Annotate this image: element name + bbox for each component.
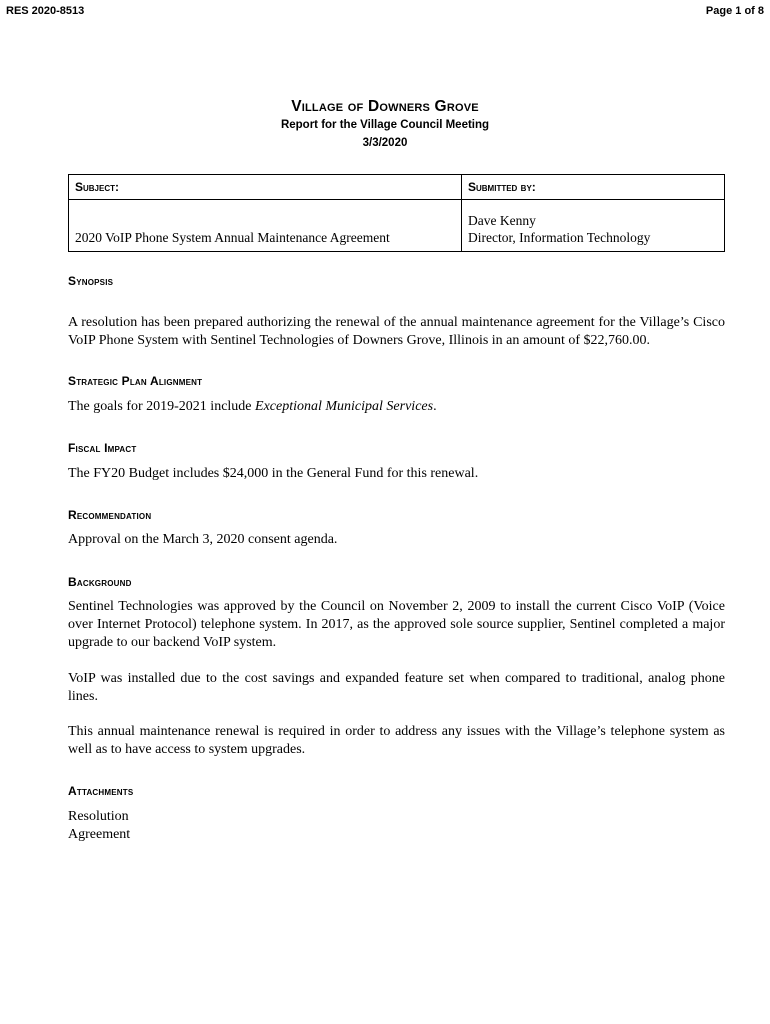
fiscal-heading: Fiscal Impact (68, 441, 137, 455)
attachment-agreement: Agreement (68, 827, 131, 842)
recommendation-text: Approval on the March 3, 2020 consent agenda. (68, 532, 338, 547)
document-subtitle: Report for the Village Council Meeting (280, 119, 490, 131)
strategic-text-prefix: The goals for 2019-2021 include (68, 399, 256, 414)
subject-table (68, 174, 725, 252)
synopsis-text: A resolution has been prepared authorizing the renewal of the annual maintenance agreement for the Village’s Cisco VoIP Phone System with Sentinel Technologies of Downers Grove, Illinois in an amount of $22,760.00. (68, 315, 725, 348)
document-title: Village of Downers Grove (291, 98, 479, 115)
meeting-date: 3/3/2020 (362, 137, 408, 149)
synopsis-heading: Synopsis (68, 274, 114, 288)
fiscal-text: The FY20 Budget includes $24,000 in the General Fund for this renewal. (68, 466, 479, 481)
strategic-goal: Exceptional Municipal Services (255, 399, 434, 414)
submitter-cell (462, 200, 725, 252)
background-heading: Background (68, 575, 132, 589)
strategic-heading: Strategic Plan Alignment (68, 374, 203, 388)
background-paragraph-2: VoIP was installed due to the cost savings and expanded feature set when compared to traditional, analog phone lines. (68, 671, 725, 704)
attachment-resolution: Resolution (68, 809, 129, 824)
strategic-text (68, 398, 725, 416)
subject-label: Subject: (69, 175, 462, 200)
submitter-title: Director, Information Technology (468, 230, 651, 245)
strategic-text-suffix: . (433, 399, 437, 414)
background-paragraph-1: Sentinel Technologies was approved by the Council on November 2, 2009 to install the current Cisco VoIP (Voice over Internet Protocol) telephone system. In 2017, as the approved sole source supplier, Sentinel completed a major upgrade to our backend VoIP system. (68, 599, 725, 650)
attachments-heading: Attachments (68, 784, 134, 798)
page-indicator: Page 1 of 8 (705, 5, 764, 17)
submitter-name: Dave Kenny (468, 213, 536, 228)
attachments-list (68, 808, 725, 844)
background-paragraph-3: This annual maintenance renewal is required in order to address any issues with the Village’s telephone system as well as to have access to system upgrades. (68, 724, 725, 757)
document-id: RES 2020-8513 (6, 5, 85, 17)
recommendation-heading: Recommendation (68, 508, 152, 522)
submitted-by-label: Submitted by: (462, 175, 725, 200)
subject-value: 2020 VoIP Phone System Annual Maintenance Agreement (69, 200, 462, 252)
